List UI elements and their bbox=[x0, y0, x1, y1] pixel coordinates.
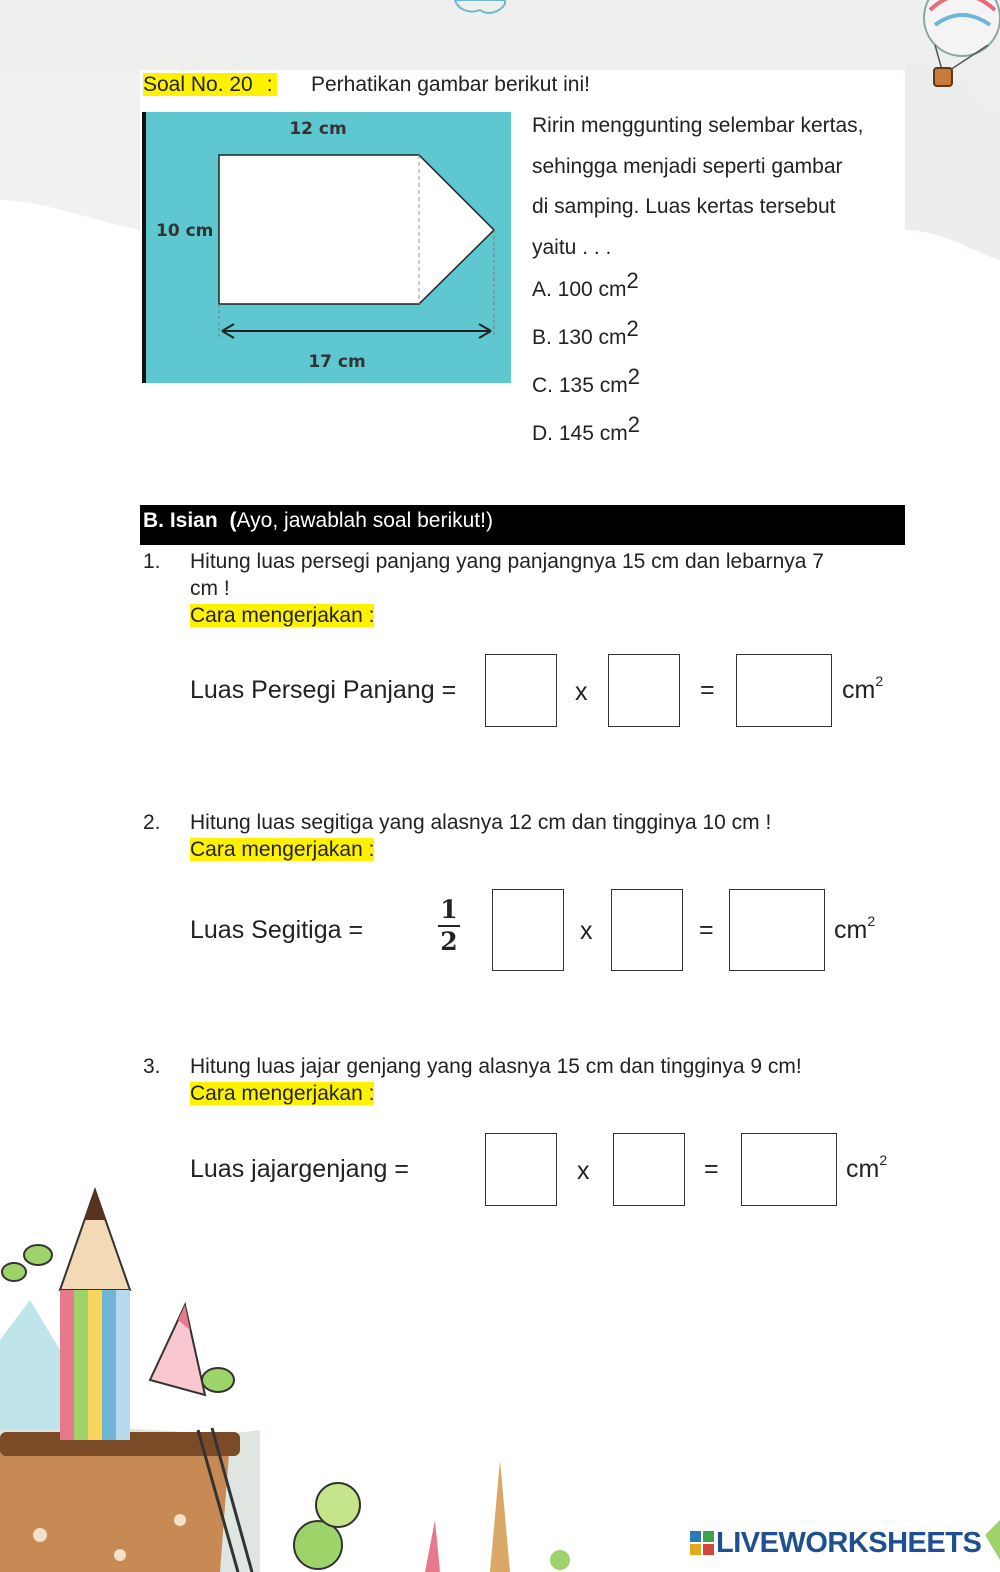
item2-question bbox=[190, 809, 905, 863]
item2-formula-label: Luas Segitiga = bbox=[190, 916, 364, 944]
item1-number: 1. bbox=[143, 550, 161, 573]
shape-diagram bbox=[142, 112, 511, 383]
item3-answer-box-1[interactable] bbox=[485, 1133, 557, 1206]
item3-answer-box-3[interactable] bbox=[741, 1133, 837, 1206]
item1-formula-label: Luas Persegi Panjang = bbox=[190, 676, 457, 704]
item2-answer-box-3[interactable] bbox=[729, 889, 825, 971]
tree-shape bbox=[294, 1521, 342, 1569]
question20-paragraph bbox=[532, 106, 864, 268]
item2-unit: $cm^2$ bbox=[834, 913, 876, 944]
item3-question bbox=[190, 1053, 905, 1107]
question-number-colon: : bbox=[253, 73, 277, 96]
label-17cm: 17 cm bbox=[308, 352, 366, 372]
item1-answer-box-3[interactable] bbox=[736, 654, 832, 727]
item3-answer-box-2[interactable] bbox=[613, 1133, 685, 1206]
item1-method: Cara mengerjakan : bbox=[190, 604, 375, 627]
paragraph-line: sehingga menjadi seperti gambar bbox=[532, 154, 843, 178]
question-number-label: Soal No. 20 bbox=[143, 73, 253, 96]
brand-text: LIVEWORKSHEETS bbox=[716, 1526, 982, 1559]
pencil-pot-illustration bbox=[0, 1190, 252, 1572]
section-b-subtitle: Ayo, jawablah soal berikut!) bbox=[236, 509, 493, 532]
item2-method: Cara mengerjakan : bbox=[190, 838, 375, 861]
option-b[interactable]: B. 130 cm2 bbox=[532, 316, 639, 349]
paragraph-line: Ririn menggunting selembar kertas, bbox=[532, 114, 864, 137]
question20-figure bbox=[142, 112, 511, 383]
item2-number: 2. bbox=[143, 811, 161, 834]
item1-answer-box-1[interactable] bbox=[485, 654, 557, 727]
item2-answer-box-1[interactable] bbox=[492, 889, 564, 971]
question20-instruction: Perhatikan gambar berikut ini! bbox=[311, 73, 590, 96]
option-d[interactable]: D. 145 cm2 bbox=[532, 412, 640, 445]
item2-fraction bbox=[436, 895, 462, 957]
item3-unit: $cm^2$ bbox=[846, 1152, 888, 1183]
label-10cm: 10 cm bbox=[156, 221, 214, 241]
paragraph-line: yaitu . . . bbox=[532, 235, 612, 259]
section-b-title: B. Isian bbox=[143, 509, 218, 532]
item3-formula-label: Luas jajargenjang = bbox=[190, 1155, 409, 1183]
option-c[interactable]: C. 135 cm2 bbox=[532, 364, 640, 397]
item3-line1: Hitung luas jajar genjang yang alasnya 15 cm dan tingginya 9 cm! bbox=[190, 1055, 802, 1078]
item3-times: x bbox=[577, 1157, 590, 1185]
item1-question bbox=[190, 548, 905, 629]
item1-unit: $cm^2$ bbox=[842, 673, 884, 704]
item1-answer-box-2[interactable] bbox=[608, 654, 680, 727]
brand-logo[interactable] bbox=[690, 1525, 981, 1561]
label-12cm: 12 cm bbox=[289, 119, 347, 139]
item1-equals: = bbox=[700, 676, 715, 704]
paragraph-line: di samping. Luas kertas tersebut bbox=[532, 195, 836, 218]
item3-method: Cara mengerjakan : bbox=[190, 1082, 375, 1105]
item2-times: x bbox=[580, 917, 593, 945]
item3-equals: = bbox=[704, 1155, 719, 1183]
fraction-numerator: 1 bbox=[440, 895, 458, 924]
item2-equals: = bbox=[699, 916, 714, 944]
item3-number: 3. bbox=[143, 1055, 161, 1078]
item1-line2: cm ! bbox=[190, 577, 230, 600]
liveworksheets-icon bbox=[690, 1531, 714, 1555]
section-b-paren: ( bbox=[229, 509, 237, 532]
option-a[interactable]: A. 100 cm2 bbox=[532, 268, 639, 301]
fraction-denominator: 2 bbox=[440, 927, 458, 956]
figure-left-border bbox=[142, 112, 146, 383]
item1-line1: Hitung luas persegi panjang yang panjangnya 15 cm dan lebarnya 7 bbox=[190, 550, 824, 573]
question20-header bbox=[143, 72, 277, 98]
section-b-header bbox=[140, 505, 905, 545]
item2-line1: Hitung luas segitiga yang alasnya 12 cm dan tingginya 10 cm ! bbox=[190, 811, 772, 834]
item1-times: x bbox=[575, 678, 588, 706]
item2-answer-box-2[interactable] bbox=[611, 889, 683, 971]
